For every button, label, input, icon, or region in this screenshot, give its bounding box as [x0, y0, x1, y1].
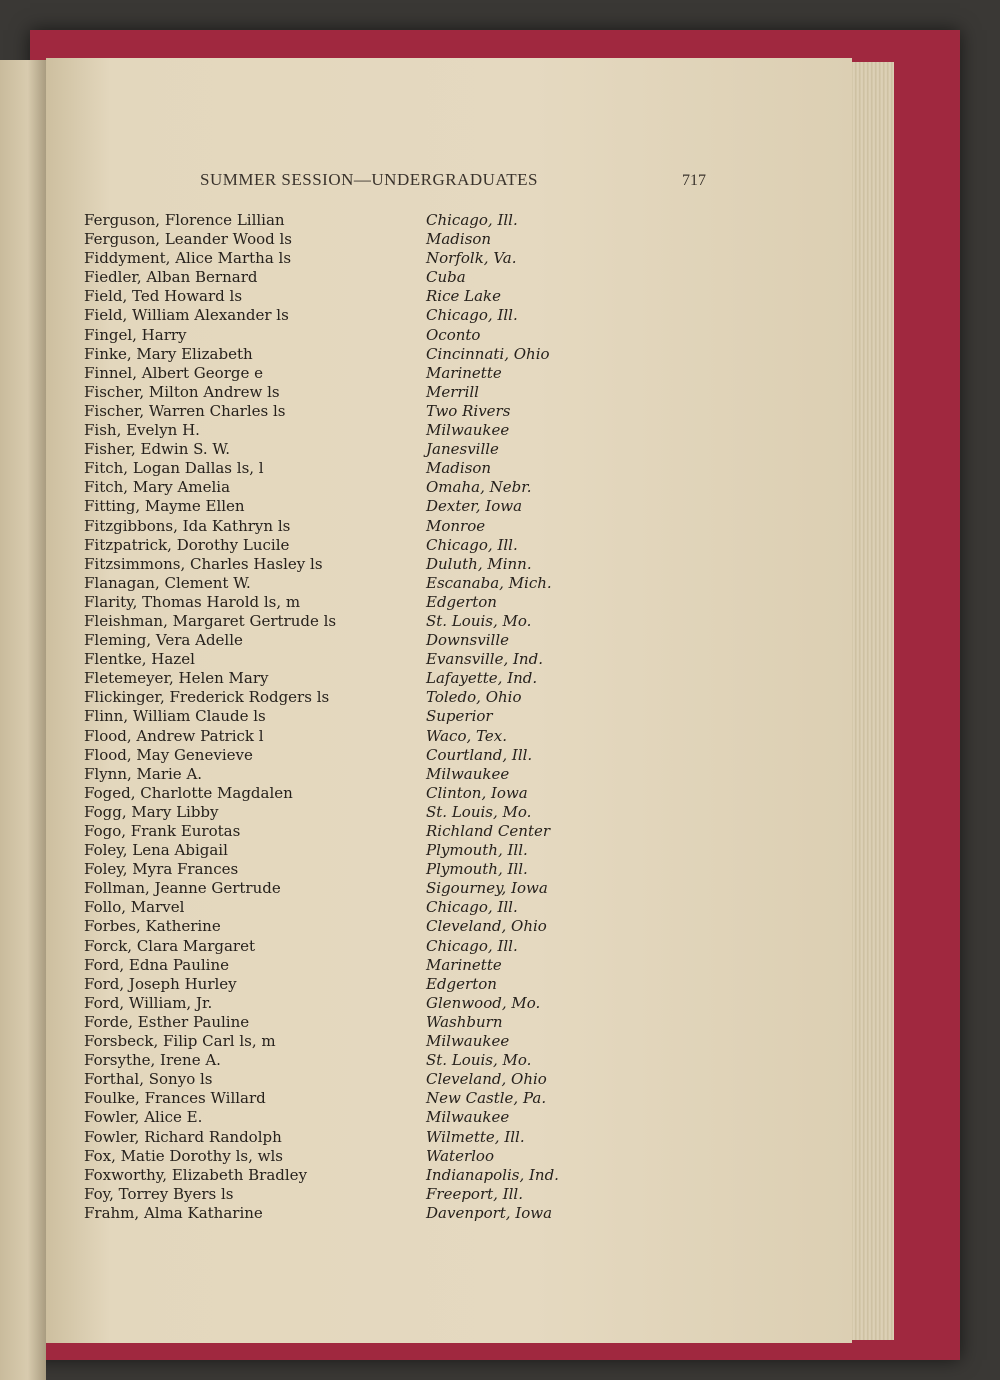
hometown: Chicago, Ill.: [426, 898, 518, 917]
list-item: [84, 612, 644, 631]
list-item: [84, 975, 644, 994]
list-item: [84, 650, 644, 669]
hometown: Courtland, Ill.: [426, 745, 533, 764]
student-name: Forsbeck, Filip Carl ls, m: [84, 1032, 276, 1051]
student-name: Fitzpatrick, Dorothy Lucile: [84, 535, 290, 554]
list-item: [84, 1108, 644, 1127]
hometown: Evansville, Ind.: [426, 650, 543, 669]
student-name: Forthal, Sonyo ls: [84, 1070, 213, 1089]
hometown: Two Rivers: [426, 401, 511, 420]
hometown: Norfolk, Va.: [426, 249, 517, 268]
student-name: Finnel, Albert George e: [84, 363, 263, 382]
hometown: Edgerton: [426, 974, 497, 993]
list-item: [84, 536, 644, 555]
list-item: [84, 1089, 644, 1108]
student-name: Foley, Lena Abigail: [84, 841, 228, 860]
list-item: [84, 249, 644, 268]
list-item: [84, 746, 644, 765]
list-item: [84, 1070, 644, 1089]
list-item: [84, 917, 644, 936]
list-item: [84, 383, 644, 402]
hometown: St. Louis, Mo.: [426, 1051, 532, 1070]
list-item: [84, 364, 644, 383]
hometown: Waco, Tex.: [426, 726, 507, 745]
list-item: [84, 440, 644, 459]
hometown: Wilmette, Ill.: [426, 1127, 525, 1146]
hometown: Madison: [426, 230, 492, 249]
student-name: Fowler, Alice E.: [84, 1108, 203, 1127]
list-item: [84, 879, 644, 898]
list-item: [84, 306, 644, 325]
hometown: Milwaukee: [426, 1032, 510, 1051]
hometown: Downsville: [426, 631, 509, 650]
hometown: Superior: [426, 707, 493, 726]
list-item: [84, 1128, 644, 1147]
student-name: Fitch, Mary Amelia: [84, 478, 231, 497]
hometown: Washburn: [426, 1012, 503, 1031]
student-name: Foged, Charlotte Magdalen: [84, 783, 293, 802]
student-name: Flinn, William Claude ls: [84, 707, 266, 726]
student-name: Fitting, Mayme Ellen: [84, 497, 245, 516]
list-item: [84, 459, 644, 478]
hometown: Indianapolis, Ind.: [426, 1165, 559, 1184]
list-item: [84, 956, 644, 975]
directory-list: [84, 211, 644, 1223]
list-item: [84, 593, 644, 612]
list-item: [84, 1032, 644, 1051]
list-item: [84, 860, 644, 879]
list-item: [84, 937, 644, 956]
hometown: Milwaukee: [426, 764, 510, 783]
list-item: [84, 994, 644, 1013]
list-item: [84, 326, 644, 345]
hometown: Chicago, Ill.: [426, 306, 518, 325]
list-item: [84, 1013, 644, 1032]
list-item: [84, 1185, 644, 1204]
list-item: [84, 822, 644, 841]
list-item: [84, 841, 644, 860]
student-name: Field, Ted Howard ls: [84, 287, 243, 306]
page-number: 717: [682, 172, 706, 189]
student-name: Flood, May Genevieve: [84, 745, 253, 764]
hometown: Madison: [426, 459, 492, 478]
list-item: [84, 478, 644, 497]
hometown: Clinton, Iowa: [426, 783, 528, 802]
student-name: Fiedler, Alban Bernard: [84, 268, 258, 287]
student-name: Ford, Joseph Hurley: [84, 974, 237, 993]
student-name: Ford, William, Jr.: [84, 993, 213, 1012]
student-name: Forbes, Katherine: [84, 917, 221, 936]
hometown: Escanaba, Mich.: [426, 573, 552, 592]
hometown: Rice Lake: [426, 287, 502, 306]
list-item: [84, 230, 644, 249]
list-item: [84, 707, 644, 726]
student-name: Forde, Esther Pauline: [84, 1012, 250, 1031]
hometown: St. Louis, Mo.: [426, 611, 532, 630]
hometown: Chicago, Ill.: [426, 211, 518, 229]
hometown: Cincinnati, Ohio: [426, 344, 550, 363]
list-item: [84, 1051, 644, 1070]
list-item: [84, 669, 644, 688]
student-name: Forck, Clara Margaret: [84, 936, 256, 955]
student-name: Fleishman, Margaret Gertrude ls: [84, 611, 337, 630]
list-item: [84, 1166, 644, 1185]
hometown: Milwaukee: [426, 421, 510, 440]
hometown: Edgerton: [426, 592, 497, 611]
student-name: Flynn, Marie A.: [84, 764, 203, 783]
student-name: Ford, Edna Pauline: [84, 955, 230, 974]
hometown: New Castle, Pa.: [426, 1089, 547, 1108]
list-item: [84, 765, 644, 784]
student-name: Fox, Matie Dorothy ls, wls: [84, 1146, 283, 1165]
student-name: Flentke, Hazel: [84, 650, 195, 669]
student-name: Fogg, Mary Libby: [84, 802, 219, 821]
hometown: Merrill: [426, 382, 479, 401]
list-item: [84, 631, 644, 650]
list-item: [84, 497, 644, 516]
previous-page-edge: [0, 60, 46, 1380]
list-item: [84, 555, 644, 574]
hometown: Davenport, Iowa: [426, 1203, 553, 1222]
student-name: Fish, Evelyn H.: [84, 421, 200, 440]
page-edges: [852, 62, 894, 1340]
student-name: Frahm, Alma Katharine: [84, 1203, 263, 1222]
hometown: Janesville: [426, 440, 499, 459]
list-item: [84, 268, 644, 287]
student-name: Fletemeyer, Helen Mary: [84, 669, 269, 688]
student-name: Fisher, Edwin S. W.: [84, 440, 230, 459]
student-name: Ferguson, Leander Wood ls: [84, 230, 293, 249]
student-name: Fogo, Frank Eurotas: [84, 822, 241, 840]
student-name: Field, William Alexander ls: [84, 306, 289, 325]
list-item: [84, 517, 644, 536]
student-name: Fitzsimmons, Charles Hasley ls: [84, 554, 323, 573]
hometown: Monroe: [426, 516, 486, 535]
hometown: Cleveland, Ohio: [426, 917, 547, 936]
student-name: Flanagan, Clement W.: [84, 573, 251, 592]
student-name: Finke, Mary Elizabeth: [84, 344, 253, 363]
hometown: Toledo, Ohio: [426, 688, 522, 707]
list-item: [84, 345, 644, 364]
student-name: Fischer, Milton Andrew ls: [84, 382, 280, 401]
hometown: Duluth, Minn.: [426, 554, 532, 573]
hometown: Chicago, Ill.: [426, 535, 518, 554]
student-name: Follo, Marvel: [84, 898, 185, 917]
hometown: Plymouth, Ill.: [426, 841, 528, 860]
hometown: Dexter, Iowa: [426, 497, 523, 516]
student-name: Fitzgibbons, Ida Kathryn ls: [84, 516, 291, 535]
hometown: Chicago, Ill.: [426, 936, 518, 955]
list-item: [84, 784, 644, 803]
student-name: Fingel, Harry: [84, 325, 187, 344]
student-name: Foulke, Frances Willard: [84, 1089, 266, 1108]
student-name: Ferguson, Florence Lillian: [84, 211, 285, 229]
student-name: Fowler, Richard Randolph: [84, 1127, 282, 1146]
student-name: Foy, Torrey Byers ls: [84, 1184, 234, 1203]
running-title: SUMMER SESSION—UNDERGRADUATES: [200, 170, 539, 189]
student-name: Flood, Andrew Patrick l: [84, 726, 264, 745]
list-item: [84, 421, 644, 440]
hometown: Milwaukee: [426, 1108, 510, 1127]
student-name: Follman, Jeanne Gertrude: [84, 879, 281, 898]
student-name: Flickinger, Frederick Rodgers ls: [84, 688, 330, 707]
hometown: Waterloo: [426, 1146, 494, 1165]
hometown: Marinette: [426, 363, 502, 382]
list-item: [84, 287, 644, 306]
student-name: Forsythe, Irene A.: [84, 1051, 221, 1070]
hometown: Oconto: [426, 325, 481, 344]
student-name: Fiddyment, Alice Martha ls: [84, 249, 292, 268]
hometown: Plymouth, Ill.: [426, 860, 528, 879]
hometown: Omaha, Nebr.: [426, 478, 532, 497]
list-item: [84, 1147, 644, 1166]
student-name: Fleming, Vera Adelle: [84, 631, 243, 650]
hometown: Cleveland, Ohio: [426, 1070, 547, 1089]
hometown: Lafayette, Ind.: [426, 669, 538, 688]
list-item: [84, 803, 644, 822]
student-name: Fischer, Warren Charles ls: [84, 401, 286, 420]
student-name: Foxworthy, Elizabeth Bradley: [84, 1165, 308, 1184]
student-name: Flarity, Thomas Harold ls, m: [84, 592, 301, 611]
list-item: [84, 688, 644, 707]
hometown: St. Louis, Mo.: [426, 802, 532, 821]
hometown: Freeport, Ill.: [426, 1184, 523, 1203]
student-name: Fitch, Logan Dallas ls, l: [84, 459, 264, 478]
list-item: [84, 574, 644, 593]
list-item: [84, 211, 644, 230]
list-item: [84, 402, 644, 421]
list-item: [84, 727, 644, 746]
student-name: Foley, Myra Frances: [84, 860, 239, 879]
list-item: [84, 1204, 644, 1223]
list-item: [84, 898, 644, 917]
hometown: Cuba: [426, 268, 466, 287]
hometown: Glenwood, Mo.: [426, 993, 541, 1012]
hometown: Richland Center: [426, 822, 551, 840]
hometown: Marinette: [426, 955, 502, 974]
hometown: Sigourney, Iowa: [426, 879, 548, 898]
